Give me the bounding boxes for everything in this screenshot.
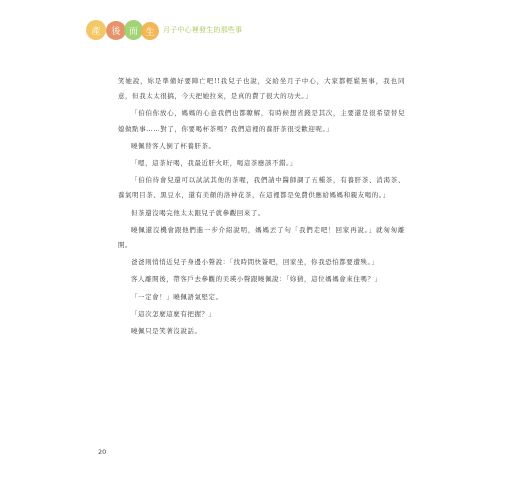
logo-circle-4: 生 [141, 22, 159, 40]
paragraph: 笑她說，妳是準備好要陣亡吧!!我兒子也說，交給坐月子中心，大家都輕鬆無事，我也同意，但我太太很搞，今天把她拉來，是真的費了很大的功夫。」 [118, 77, 405, 101]
paragraph: 曉佩替客人倒了杯養肝茶。 [131, 141, 216, 150]
paragraph: 但茶還沒喝完他太太跟兒子就參觀回來了。 [131, 208, 265, 217]
paragraph: 曉佩還沒機會跟他們進一步介紹說明，媽媽丟了句「我們走吧！回家再說。」就匆匆離開。 [118, 225, 405, 250]
logo-circle-1: 產 [86, 20, 106, 40]
book-title: 月子中心裡發生的那些事 [163, 26, 243, 34]
paragraph: 「一定會！」曉佩語氣堅定。 [131, 292, 223, 301]
page-body [118, 74, 405, 341]
paragraph: 曉佩只是笑著沒說話。 [131, 327, 202, 336]
paragraph: 「嗯，這茶好喝，我最近肝火旺，喝這茶應該不錯。」 [131, 159, 297, 168]
paragraph: 「伯伯待會兒還可以試試其他的茶喔，我們請中醫師調了五種茶，有養肝茶、消渴茶、養氣明目茶、黑豆水，還有美顏的洛神花茶，在這裡都是免費供應給媽媽和親友喝的。」 [118, 176, 405, 200]
paragraph: 客人離開後，帶客戶去參觀的美瑛小聲跟曉佩說：「妳猜，這位媽媽會來住嗎？」 [131, 275, 382, 284]
paragraph: 「伯伯你放心，媽媽的心意我們也都瞭解，有時候想省錢是其次，主要還是很希望替兒媳做點事……對了，你要喝杯茶嗎？我們這裡的養肝茶很受歡迎呢。」 [118, 109, 405, 133]
page-number: 20 [98, 448, 107, 456]
paragraph: 「這次怎麼這麼有把握？」 [131, 309, 216, 318]
logo-circle-3: 而 [124, 20, 143, 40]
paragraph: 爸爸則悄悄近兒子身邊小聲說：「找時間快簽吧，回家坐，你我恐怕都要遭殃。」 [131, 258, 379, 267]
logo-circle-2: 後 [106, 21, 126, 40]
